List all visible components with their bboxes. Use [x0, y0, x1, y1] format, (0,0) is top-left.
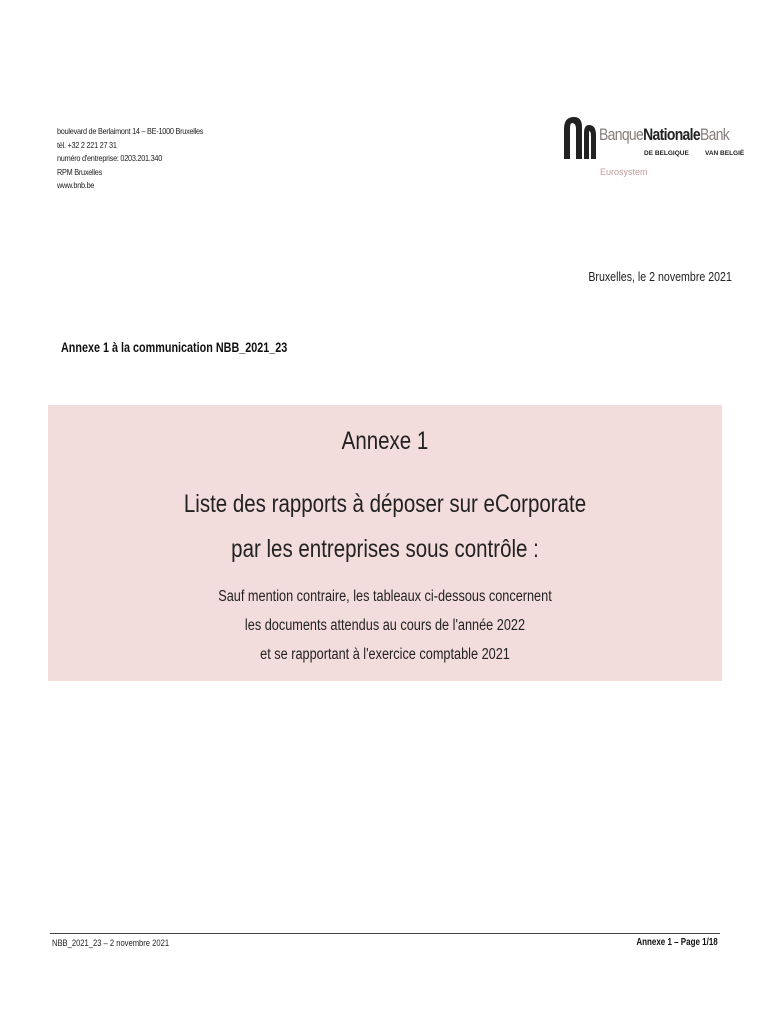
website-line: www.bnb.be	[57, 180, 95, 190]
document-date: Bruxelles, le 2 novembre 2021	[588, 270, 732, 284]
footer-divider	[50, 933, 720, 934]
bnb-logo	[562, 107, 745, 187]
sender-address	[57, 125, 203, 193]
annex-subtitle-line-2: par les entreprises sous contrôle :	[231, 535, 539, 563]
bnb-arch-logo-icon	[562, 115, 598, 161]
logo-sub-nl: VAN BELGIË	[705, 150, 745, 157]
annex-title: Annexe 1	[341, 427, 429, 455]
footer-page-number: Annexe 1 – Page 1/18	[636, 937, 718, 948]
footer-reference: NBB_2021_23 – 2 novembre 2021	[52, 938, 170, 949]
annex-subtitle-line-1: Liste des rapports à déposer sur eCorporate	[183, 490, 587, 518]
phone-line: tél. +32 2 221 27 31	[57, 139, 117, 150]
company-number-line: numéro d'entreprise: 0203.201.340	[57, 153, 163, 163]
annex-note-line-3: et se rapportant à l'exercice comptable 2021	[260, 646, 510, 663]
rpm-line: RPM Bruxelles	[57, 166, 102, 177]
address-line: boulevard de Berlaimont 14 – BE-1000 Bruxelles	[57, 126, 204, 136]
annex-note-line-1: Sauf mention contraire, les tableaux ci-dessous concernent	[218, 588, 552, 605]
logo-eurosystem: Eurosystem	[600, 167, 648, 177]
logo-wordmark: BanqueNationaleBank	[599, 125, 730, 144]
annex-reference-heading: Annexe 1 à la communication NBB_2021_23	[61, 340, 288, 355]
logo-sub-fr: DE BELGIQUE	[644, 150, 689, 157]
annex-title-box	[48, 405, 722, 681]
annex-note-line-2: les documents attendus au cours de l'année 2022	[244, 617, 526, 634]
